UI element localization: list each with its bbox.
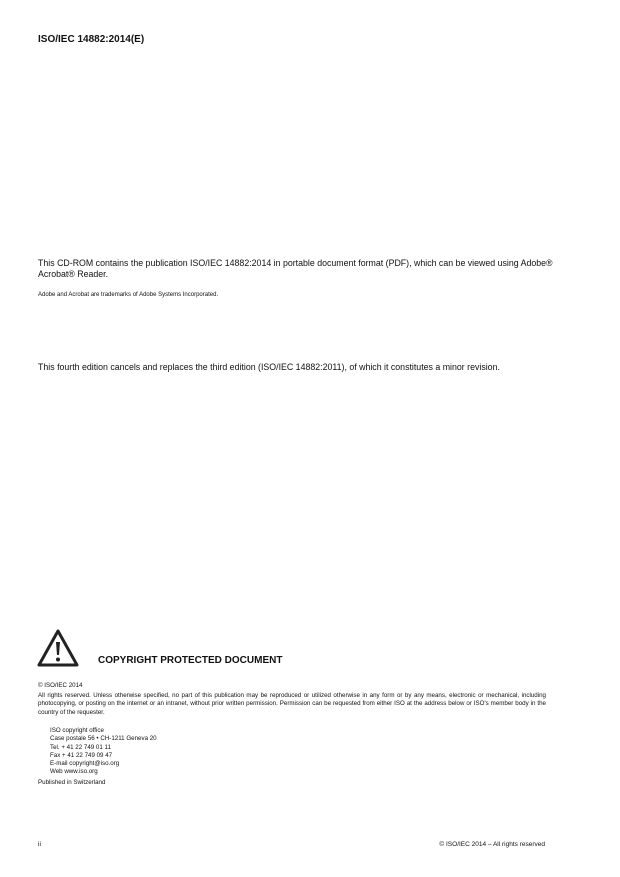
cdrom-paragraph: This CD-ROM contains the publication ISO/IEC 14882:2014 in portable document format (PDF), which can be viewed using Adobe® Acrobat® Reader. [38, 258, 553, 279]
trademark-note: Adobe and Acrobat are trademarks of Adobe Systems Incorporated. [38, 292, 219, 298]
published-note: Published in Switzerland [38, 779, 106, 786]
warning-icon [37, 629, 79, 667]
copyright-notice: © ISO/IEC 2014 [38, 682, 83, 689]
address-block [50, 727, 157, 777]
address-line: Case postale 56 • CH-1211 Geneva 20 [50, 735, 157, 743]
copyright-title: COPYRIGHT PROTECTED DOCUMENT [98, 655, 283, 666]
rights-paragraph: All rights reserved. Unless otherwise specified, no part of this publication may be reproduced or utilized otherwise in any form or by any means, electronic or mechanical, including photocopying, or posting on the internet or an intranet, without prior written permission. Permission can be requested from either ISO at the address below or ISO's member body in the country of the requester. [38, 692, 546, 716]
footer-copyright: © ISO/IEC 2014 – All rights reserved [439, 841, 545, 848]
document-id-header: ISO/IEC 14882:2014(E) [38, 34, 145, 45]
address-line: Web www.iso.org [50, 768, 98, 776]
address-line: ISO copyright office [50, 727, 104, 734]
address-line: Fax + 41 22 749 09 47 [50, 751, 113, 759]
edition-paragraph: This fourth edition cancels and replaces the third edition (ISO/IEC 14882:2011), of which it constitutes a minor revision. [38, 362, 500, 372]
address-line: E-mail copyright@iso.org [50, 760, 120, 768]
address-line: Tel. + 41 22 749 01 11 [50, 743, 111, 751]
page-number: ii [38, 841, 41, 848]
